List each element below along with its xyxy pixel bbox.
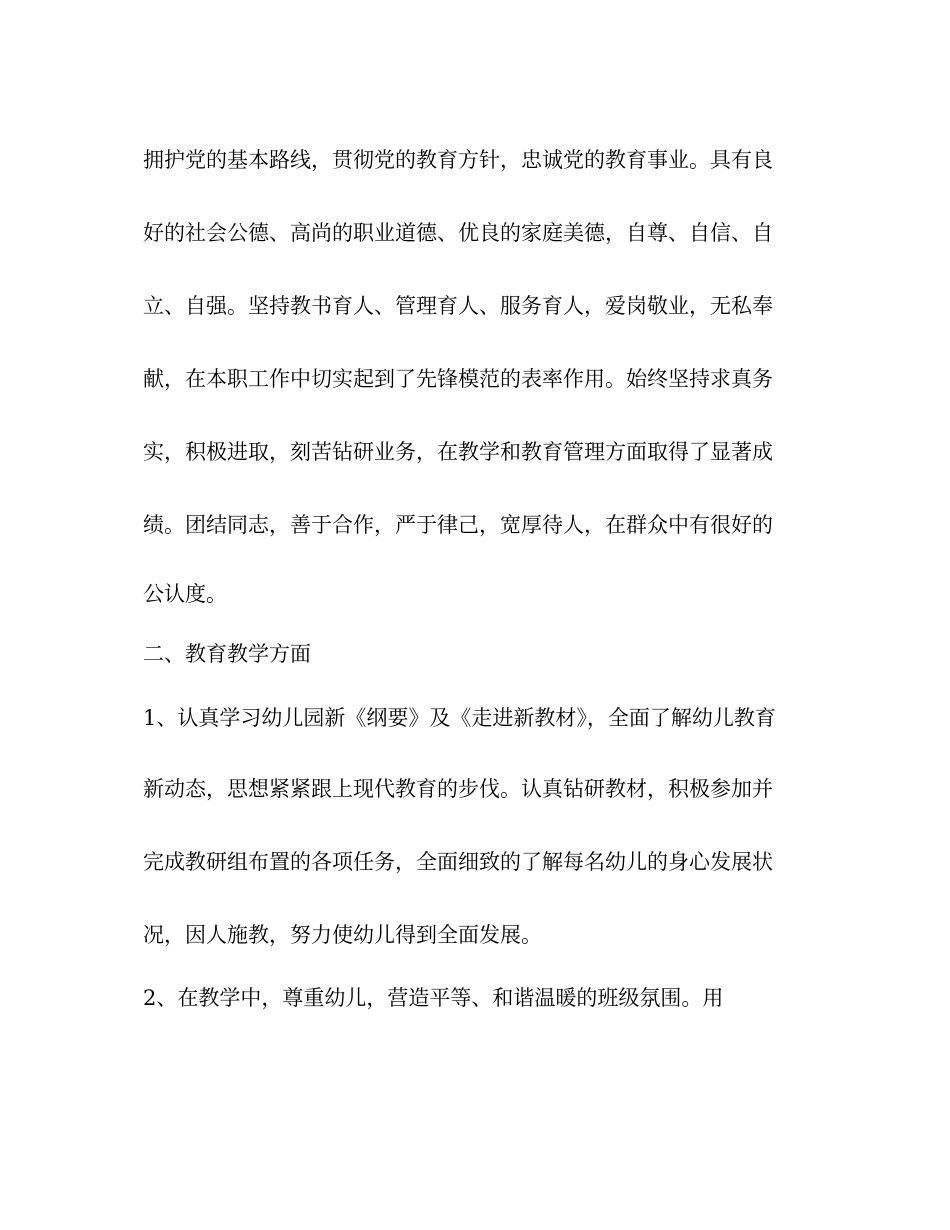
list-item-line: 新动态，思想紧紧跟上现代教育的步伐。认真钻研教材，积极参加并 — [143, 777, 773, 801]
paragraph-line: 拥护党的基本路线，贯彻党的教育方针，忠诚党的教育事业。具有良 — [143, 148, 773, 172]
paragraph-line: 实，积极进取，刻苦钻研业务，在教学和教育管理方面取得了显著成 — [143, 440, 773, 464]
paragraph-line: 立、自强。坚持教书育人、管理育人、服务育人，爱岗敬业，无私奉 — [143, 294, 773, 318]
section-heading: 二、教育教学方面 — [143, 642, 311, 666]
list-item-line: 1、认真学习幼儿园新《纲要》及《走进新教材》，全面了解幼儿教育 — [143, 706, 776, 730]
list-item-line: 完成教研组布置的各项任务，全面细致的了解每名幼儿的身心发展状 — [143, 850, 773, 874]
list-item-line: 2、在教学中，尊重幼儿，营造平等、和谐温暖的班级氛围。用 — [143, 986, 724, 1010]
paragraph-line: 公认度。 — [143, 582, 227, 606]
paragraph-line: 好的社会公德、高尚的职业道德、优良的家庭美德，自尊、自信、自 — [143, 221, 773, 245]
paragraph-line: 献，在本职工作中切实起到了先锋模范的表率作用。始终坚持求真务 — [143, 367, 773, 391]
paragraph-line: 绩。团结同志，善于合作，严于律己，宽厚待人，在群众中有很好的 — [143, 513, 773, 537]
list-item-line: 况，因人施教，努力使幼儿得到全面发展。 — [143, 923, 542, 947]
